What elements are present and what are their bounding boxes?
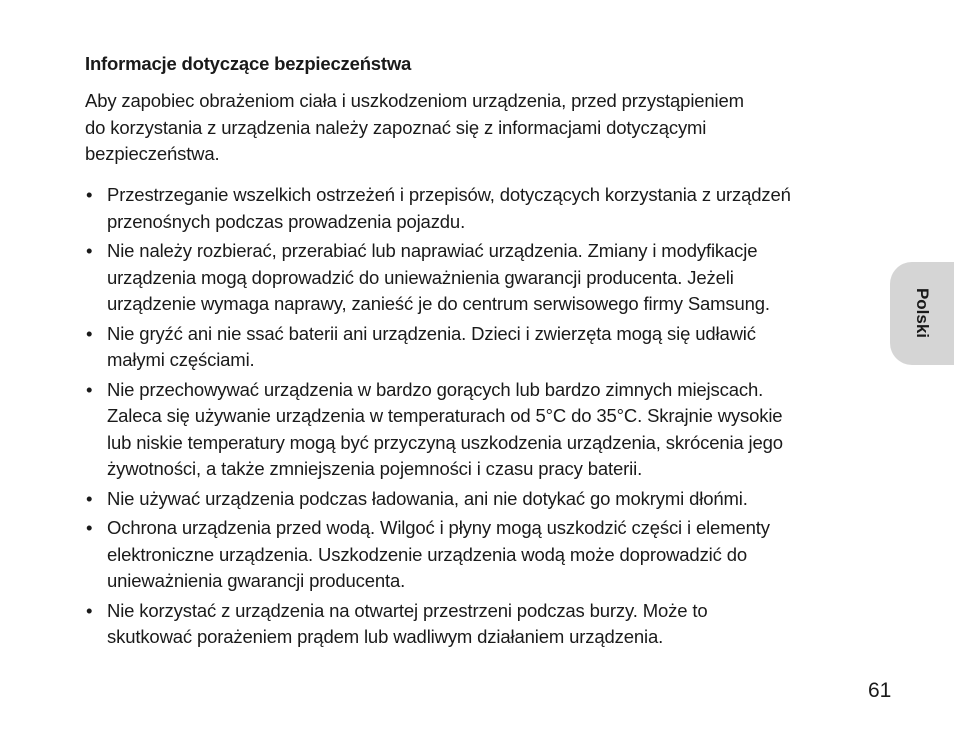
safety-bullet-item <box>85 321 875 374</box>
bullet-line: elektroniczne urządzenia. Uszkodzenie urządzenia wodą może doprowadzić do <box>107 543 748 565</box>
safety-bullet-list <box>85 182 875 654</box>
bullet-icon: • <box>86 378 93 400</box>
safety-bullet-item <box>85 515 875 595</box>
bullet-line: skutkować porażeniem prądem lub wadliwym działaniem urządzenia. <box>107 626 664 647</box>
page-number: 61 <box>868 679 892 702</box>
intro-line: bezpieczeństwa. <box>85 143 220 164</box>
bullet-line: małymi częściami. <box>107 349 255 370</box>
bullet-line: Ochrona urządzenia przed wodą. Wilgoć i płyny mogą uszkodzić części i elementy <box>107 517 770 538</box>
bullet-line: Nie należy rozbierać, przerabiać lub naprawiać urządzenia. Zmiany i modyfikacje <box>107 240 758 261</box>
intro-line: Aby zapobiec obrażeniom ciała i uszkodzeniom urządzenia, przed przystąpieniem <box>85 90 744 111</box>
bullet-line: lub niskie temperatury mogą być przyczyną uszkodzenia urządzenia, skrócenia jego <box>107 431 783 453</box>
bullet-line: Nie korzystać z urządzenia na otwartej przestrzeni podczas burzy. Może to <box>107 599 708 621</box>
bullet-icon: • <box>86 599 93 621</box>
safety-bullet-item <box>85 377 875 483</box>
bullet-line: urządzenia mogą doprowadzić do unieważnienia gwarancji producenta. Jeżeli <box>107 266 734 288</box>
bullet-icon: • <box>86 322 93 344</box>
intro-line: do korzystania z urządzenia należy zapoznać się z informacjami dotyczącymi <box>85 116 707 138</box>
bullet-line: żywotności, a także zmniejszenia pojemności i czasu pracy baterii. <box>107 458 643 479</box>
safety-bullet-item <box>85 182 875 235</box>
bullet-line: urządzenie wymaga naprawy, zanieść je do centrum serwisowego firmy Samsung. <box>107 293 770 314</box>
bullet-icon: • <box>86 240 93 261</box>
bullet-line: Zaleca się używanie urządzenia w temperaturach od 5°C do 35°C. Skrajnie wysokie <box>107 405 783 426</box>
intro-paragraph <box>85 88 855 168</box>
safety-bullet-item <box>85 486 875 513</box>
language-tab-label: Polski <box>913 287 932 339</box>
bullet-line: Nie przechowywać urządzenia w bardzo gorących lub bardzo zimnych miejscach. <box>107 378 764 400</box>
safety-bullet-item <box>85 238 875 318</box>
section-heading: Informacje dotyczące bezpieczeństwa <box>85 53 412 74</box>
safety-bullet-item <box>85 598 875 651</box>
bullet-icon: • <box>86 517 93 538</box>
bullet-icon: • <box>86 184 93 205</box>
bullet-icon: • <box>86 487 93 509</box>
bullet-line: unieważnienia gwarancji producenta. <box>107 570 406 591</box>
bullet-line: Przestrzeganie wszelkich ostrzeżeń i przepisów, dotyczących korzystania z urządzeń <box>107 184 791 205</box>
bullet-line: Nie używać urządzenia podczas ładowania, ani nie dotykać go mokrymi dłońmi. <box>107 487 748 509</box>
bullet-line: przenośnych podczas prowadzenia pojazdu. <box>107 210 466 232</box>
bullet-line: Nie gryźć ani nie ssać baterii ani urządzenia. Dzieci i zwierzęta mogą się udławić <box>107 322 756 344</box>
